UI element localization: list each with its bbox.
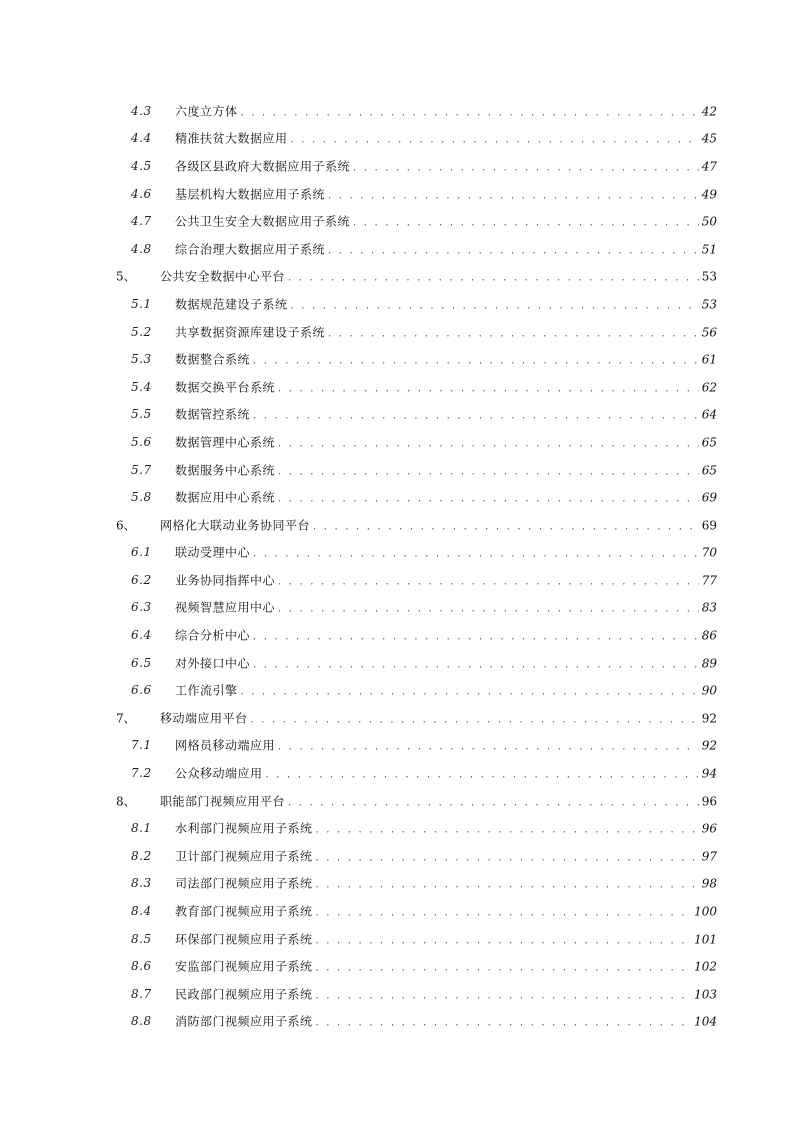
toc-entry-body xyxy=(175,102,717,119)
toc-entry-title: 司法部门视频应用子系统 xyxy=(175,876,313,891)
toc-entry-number: 6.2 xyxy=(131,572,152,587)
toc-entry-page-number: 69 xyxy=(701,518,717,533)
toc-entry-body xyxy=(175,682,717,699)
toc-entry-title: 移动端应用平台 xyxy=(160,711,248,726)
toc-subsection-entry[interactable] xyxy=(0,180,793,208)
dot-leader xyxy=(316,990,692,1001)
toc-entry-number: 8.5 xyxy=(131,931,152,946)
toc-entry-page-number: 94 xyxy=(701,766,717,781)
toc-entry-body xyxy=(175,130,717,147)
toc-entry-number: 6.3 xyxy=(131,600,152,615)
dot-leader xyxy=(253,549,699,560)
toc-entry-title: 公共安全数据中心平台 xyxy=(160,269,286,284)
toc-subsection-entry[interactable] xyxy=(0,566,793,594)
toc-entry-page-number: 83 xyxy=(701,600,717,615)
toc-entry-title: 工作流引擎 xyxy=(175,683,238,698)
toc-entry-number: 6、 xyxy=(116,518,136,533)
toc-entry-page-number: 45 xyxy=(701,131,717,146)
toc-entry-body xyxy=(175,461,717,478)
toc-entry-title: 卫计部门视频应用子系统 xyxy=(175,849,313,864)
toc-entry-title: 消防部门视频应用子系统 xyxy=(175,1014,313,1029)
toc-entry-page-number: 69 xyxy=(701,490,717,505)
toc-entry-number: 5.1 xyxy=(131,296,152,311)
toc-entry-title: 民政部门视频应用子系统 xyxy=(175,987,313,1002)
dot-leader xyxy=(278,742,699,753)
dot-leader xyxy=(278,576,699,587)
toc-entry-page-number: 102 xyxy=(694,959,717,974)
toc-entry-page-number: 65 xyxy=(701,463,717,478)
toc-entry-body xyxy=(175,627,717,644)
dot-leader xyxy=(278,604,699,615)
toc-section-entry[interactable] xyxy=(0,511,793,539)
toc-entry-page-number: 101 xyxy=(694,932,717,947)
dot-leader xyxy=(316,908,692,919)
toc-subsection-entry[interactable] xyxy=(0,649,793,677)
toc-entry-body xyxy=(175,351,717,368)
dot-leader xyxy=(278,466,699,477)
toc-entry-page-number: 42 xyxy=(701,104,717,119)
toc-entry-body xyxy=(175,903,717,920)
toc-subsection-entry[interactable] xyxy=(0,290,793,318)
toc-entry-number: 5.6 xyxy=(131,434,152,449)
toc-entry-page-number: 49 xyxy=(701,187,717,202)
toc-entry-body xyxy=(175,930,717,947)
toc-subsection-entry[interactable] xyxy=(0,373,793,401)
toc-entry-number: 6.1 xyxy=(131,545,152,560)
toc-entry-number: 5.8 xyxy=(131,490,152,505)
toc-entry-page-number: 96 xyxy=(701,794,717,809)
toc-subsection-entry[interactable] xyxy=(0,594,793,622)
toc-entry-body xyxy=(175,820,717,837)
toc-entry-number: 4.8 xyxy=(131,241,152,256)
toc-entry-page-number: 104 xyxy=(694,1014,717,1029)
toc-entry-page-number: 53 xyxy=(701,269,717,284)
toc-subsection-entry[interactable] xyxy=(0,401,793,429)
toc-entry-page-number: 53 xyxy=(701,297,717,312)
toc-subsection-entry[interactable] xyxy=(0,897,793,925)
toc-entry-number: 4.6 xyxy=(131,186,152,201)
toc-entry-number: 7.1 xyxy=(131,738,152,753)
toc-entry-title: 各级区县政府大数据应用子系统 xyxy=(175,159,351,174)
toc-subsection-entry[interactable] xyxy=(0,676,793,704)
dot-leader xyxy=(253,356,699,367)
dot-leader xyxy=(328,190,699,201)
toc-section-entry[interactable] xyxy=(0,263,793,291)
toc-entry-title: 基层机构大数据应用子系统 xyxy=(175,187,326,202)
toc-entry-page-number: 51 xyxy=(701,242,717,257)
toc-subsection-entry[interactable] xyxy=(0,952,793,980)
toc-subsection-entry[interactable] xyxy=(0,345,793,373)
toc-entry-body xyxy=(175,654,717,671)
toc-entry-number: 6.5 xyxy=(131,655,152,670)
toc-entry-number: 7.2 xyxy=(131,766,152,781)
toc-subsection-entry[interactable] xyxy=(0,842,793,870)
toc-entry-body xyxy=(175,213,717,230)
toc-entry-body xyxy=(175,544,717,561)
dot-leader xyxy=(253,632,699,643)
toc-subsection-entry[interactable] xyxy=(0,621,793,649)
toc-entry-body xyxy=(175,157,717,174)
dot-leader xyxy=(241,687,699,698)
dot-leader xyxy=(253,659,699,670)
toc-subsection-entry[interactable] xyxy=(0,759,793,787)
toc-entry-number: 6.4 xyxy=(131,628,152,643)
toc-entry-page-number: 90 xyxy=(701,683,717,698)
dot-leader xyxy=(288,797,699,808)
toc-entry-title: 网格员移动端应用 xyxy=(175,738,276,753)
dot-leader xyxy=(278,494,699,505)
toc-subsection-entry[interactable] xyxy=(0,814,793,842)
toc-entry-number: 8.6 xyxy=(131,959,152,974)
toc-entry-page-number: 64 xyxy=(701,407,717,422)
toc-entry-body xyxy=(175,240,717,257)
toc-subsection-entry[interactable] xyxy=(0,207,793,235)
dot-leader xyxy=(251,714,699,725)
toc-entry-title: 教育部门视频应用子系统 xyxy=(175,904,313,919)
toc-subsection-entry[interactable] xyxy=(0,428,793,456)
toc-entry-body xyxy=(160,709,717,726)
toc-entry-title: 环保部门视频应用子系统 xyxy=(175,932,313,947)
toc-entry-title: 数据规范建设子系统 xyxy=(175,297,288,312)
toc-subsection-entry[interactable] xyxy=(0,980,793,1008)
toc-entry-number: 8、 xyxy=(116,794,136,809)
dot-leader xyxy=(328,328,699,339)
toc-entry-page-number: 89 xyxy=(701,656,717,671)
toc-subsection-entry[interactable] xyxy=(0,235,793,263)
toc-entry-body xyxy=(175,185,717,202)
dot-leader xyxy=(316,825,699,836)
toc-entry-title: 数据交换平台系统 xyxy=(175,380,276,395)
dot-leader xyxy=(278,438,699,449)
dot-leader xyxy=(241,107,699,118)
toc-entry-title: 数据管理中心系统 xyxy=(175,435,276,450)
toc-entry-body xyxy=(175,847,717,864)
toc-entry-title: 综合治理大数据应用子系统 xyxy=(175,242,326,257)
toc-entry-number: 5.5 xyxy=(131,407,152,422)
toc-entry-page-number: 103 xyxy=(694,987,717,1002)
toc-entry-body xyxy=(175,1013,717,1030)
toc-subsection-entry[interactable] xyxy=(0,870,793,898)
toc-entry-title: 数据管控系统 xyxy=(175,407,251,422)
table-of-contents xyxy=(0,97,793,1035)
toc-entry-page-number: 62 xyxy=(701,380,717,395)
toc-entry-body xyxy=(175,875,717,892)
toc-entry-page-number: 92 xyxy=(701,711,717,726)
toc-entry-number: 5.7 xyxy=(131,462,152,477)
toc-subsection-entry[interactable] xyxy=(0,125,793,153)
toc-entry-title: 六度立方体 xyxy=(175,104,238,119)
toc-subsection-entry[interactable] xyxy=(0,456,793,484)
toc-subsection-entry[interactable] xyxy=(0,732,793,760)
toc-subsection-entry[interactable] xyxy=(0,483,793,511)
toc-entry-number: 8.2 xyxy=(131,848,152,863)
toc-entry-body xyxy=(175,737,717,754)
dot-leader xyxy=(328,245,699,256)
toc-entry-page-number: 70 xyxy=(701,545,717,560)
dot-leader xyxy=(291,135,699,146)
dot-leader xyxy=(278,383,699,394)
toc-entry-page-number: 65 xyxy=(701,435,717,450)
toc-entry-body xyxy=(175,489,717,506)
toc-entry-body xyxy=(175,599,717,616)
dot-leader xyxy=(313,521,699,532)
toc-entry-title: 对外接口中心 xyxy=(175,656,251,671)
toc-entry-body xyxy=(160,268,717,285)
toc-entry-number: 8.7 xyxy=(131,986,152,1001)
toc-entry-page-number: 86 xyxy=(701,628,717,643)
toc-entry-number: 4.5 xyxy=(131,158,152,173)
toc-entry-title: 联动受理中心 xyxy=(175,545,251,560)
toc-entry-body xyxy=(175,571,717,588)
toc-subsection-entry[interactable] xyxy=(0,318,793,346)
dot-leader xyxy=(316,1018,692,1029)
toc-entry-page-number: 47 xyxy=(701,159,717,174)
toc-entry-title: 水利部门视频应用子系统 xyxy=(175,821,313,836)
toc-entry-title: 安监部门视频应用子系统 xyxy=(175,959,313,974)
toc-entry-number: 8.1 xyxy=(131,821,152,836)
toc-entry-title: 公众移动端应用 xyxy=(175,766,263,781)
toc-entry-title: 网格化大联动业务协同平台 xyxy=(160,518,311,533)
toc-entry-number: 5、 xyxy=(116,269,136,284)
toc-entry-page-number: 50 xyxy=(701,214,717,229)
toc-entry-page-number: 97 xyxy=(701,849,717,864)
toc-entry-title: 数据整合系统 xyxy=(175,352,251,367)
toc-entry-number: 8.8 xyxy=(131,1014,152,1029)
toc-section-entry[interactable] xyxy=(0,704,793,732)
toc-entry-body xyxy=(175,985,717,1002)
toc-entry-title: 共享数据资源库建设子系统 xyxy=(175,325,326,340)
toc-entry-title: 数据服务中心系统 xyxy=(175,463,276,478)
toc-entry-body xyxy=(175,378,717,395)
toc-entry-page-number: 96 xyxy=(701,821,717,836)
toc-entry-title: 数据应用中心系统 xyxy=(175,490,276,505)
toc-entry-number: 5.4 xyxy=(131,379,152,394)
toc-subsection-entry[interactable] xyxy=(0,925,793,953)
dot-leader xyxy=(316,963,692,974)
toc-entry-body xyxy=(160,792,717,809)
toc-entry-page-number: 98 xyxy=(701,876,717,891)
toc-entry-title: 精准扶贫大数据应用 xyxy=(175,131,288,146)
toc-entry-title: 视频智慧应用中心 xyxy=(175,600,276,615)
toc-entry-number: 7、 xyxy=(116,711,136,726)
toc-subsection-entry[interactable] xyxy=(0,1008,793,1036)
toc-entry-number: 4.3 xyxy=(131,103,152,118)
toc-subsection-entry[interactable] xyxy=(0,97,793,125)
dot-leader xyxy=(266,770,699,781)
toc-subsection-entry[interactable] xyxy=(0,152,793,180)
dot-leader xyxy=(291,300,699,311)
toc-entry-page-number: 56 xyxy=(701,325,717,340)
toc-entry-title: 综合分析中心 xyxy=(175,628,251,643)
toc-subsection-entry[interactable] xyxy=(0,539,793,567)
dot-leader xyxy=(316,935,692,946)
toc-entry-title: 公共卫生安全大数据应用子系统 xyxy=(175,214,351,229)
toc-entry-title: 业务协同指挥中心 xyxy=(175,573,276,588)
toc-entry-number: 5.2 xyxy=(131,324,152,339)
toc-entry-body xyxy=(175,406,717,423)
toc-entry-number: 8.3 xyxy=(131,876,152,891)
dot-leader xyxy=(353,218,699,229)
toc-entry-body xyxy=(175,295,717,312)
toc-entry-body xyxy=(175,323,717,340)
toc-entry-title: 职能部门视频应用平台 xyxy=(160,794,286,809)
toc-entry-page-number: 100 xyxy=(694,904,717,919)
toc-entry-page-number: 92 xyxy=(701,738,717,753)
toc-section-entry[interactable] xyxy=(0,787,793,815)
toc-entry-number: 4.7 xyxy=(131,214,152,229)
dot-leader xyxy=(288,273,699,284)
toc-entry-body xyxy=(160,516,717,533)
toc-entry-number: 8.4 xyxy=(131,904,152,919)
toc-entry-page-number: 61 xyxy=(701,352,717,367)
toc-entry-page-number: 77 xyxy=(701,573,717,588)
toc-entry-body xyxy=(175,433,717,450)
dot-leader xyxy=(253,411,699,422)
toc-entry-body xyxy=(175,958,717,975)
toc-entry-number: 6.6 xyxy=(131,683,152,698)
dot-leader xyxy=(316,852,699,863)
toc-entry-number: 5.3 xyxy=(131,352,152,367)
toc-entry-number: 4.4 xyxy=(131,131,152,146)
dot-leader xyxy=(353,162,699,173)
dot-leader xyxy=(316,880,699,891)
toc-entry-body xyxy=(175,765,717,782)
